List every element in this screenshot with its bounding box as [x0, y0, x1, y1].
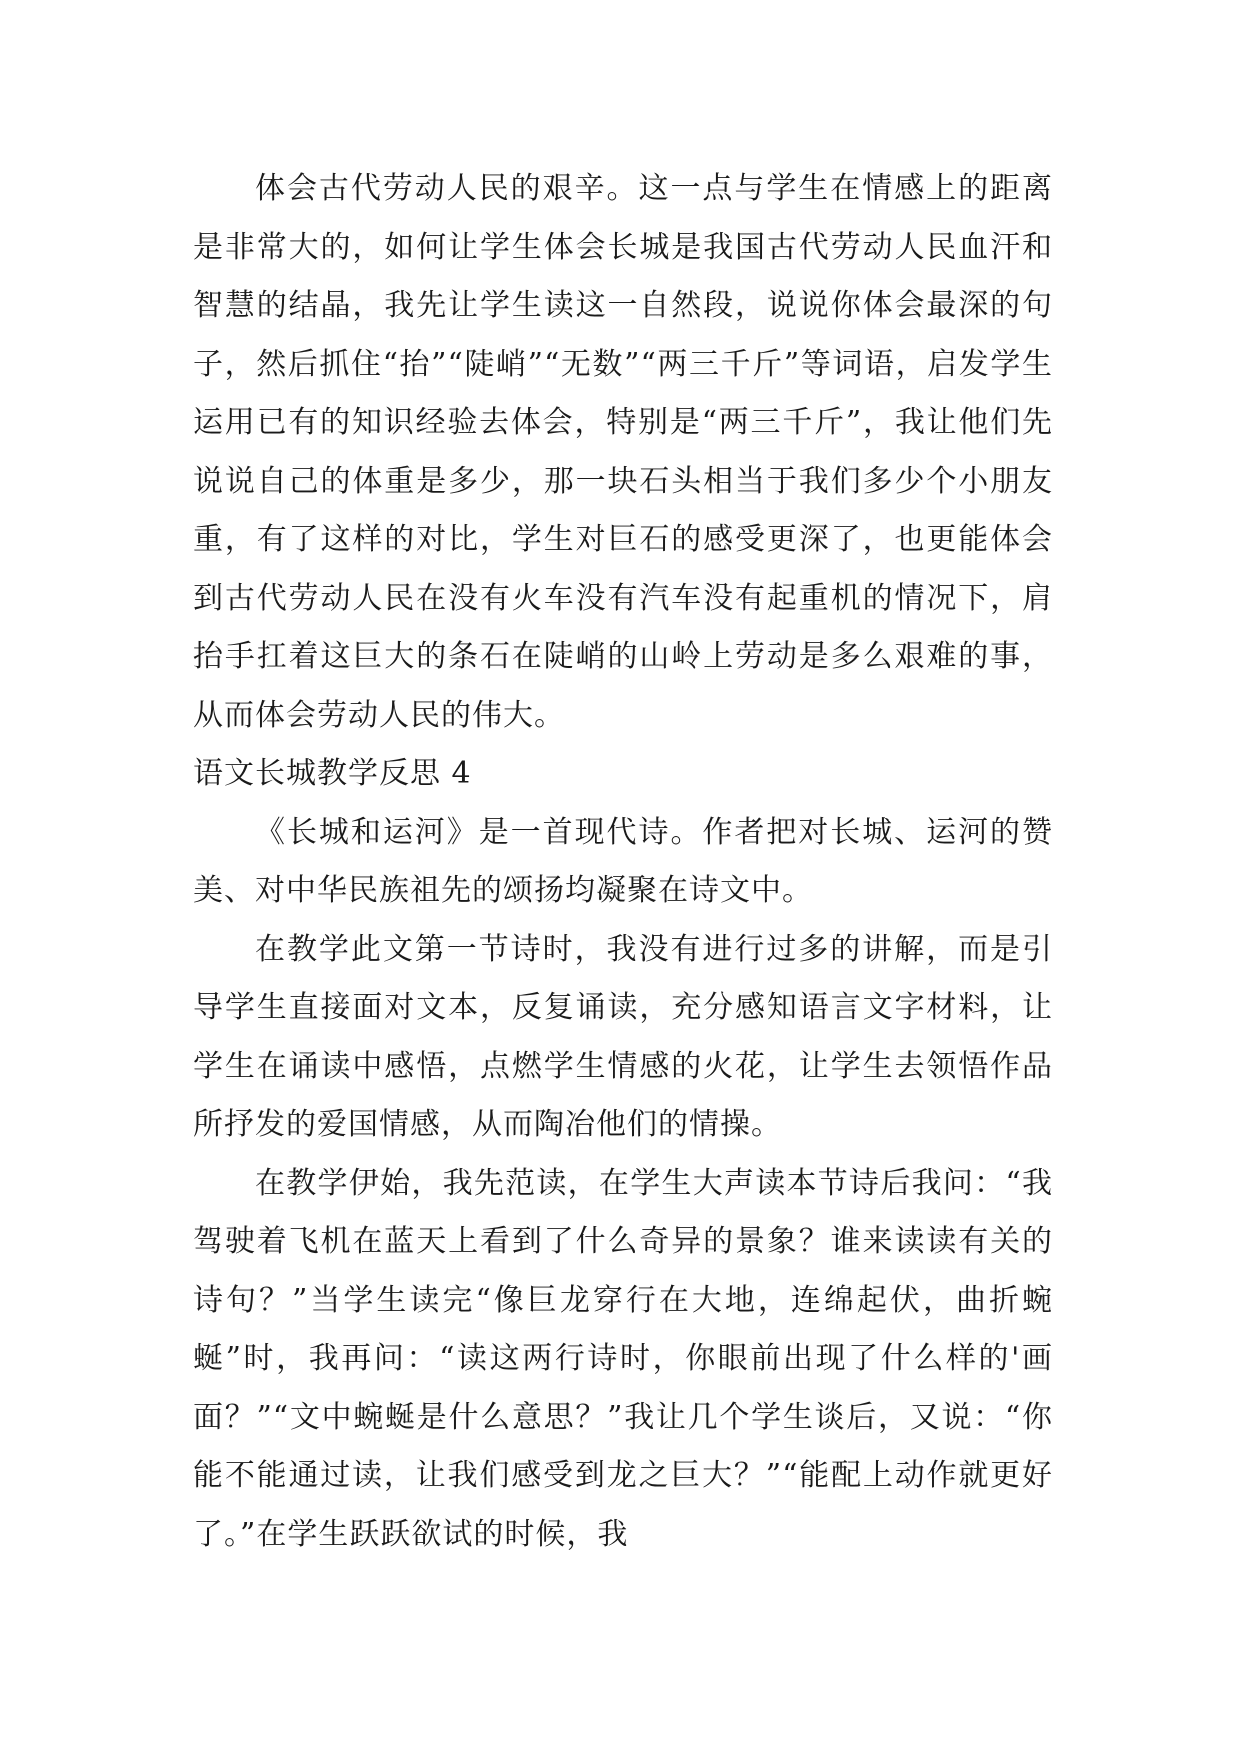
- body-paragraph: 《长城和运河》是一首现代诗。作者把对长城、运河的赞美、对中华民族祖先的颂扬均凝聚在诗文中。: [193, 814, 1053, 908]
- section-heading: 语文长城教学反思 4: [193, 756, 472, 791]
- body-paragraph: 体会古代劳动人民的艰辛。这一点与学生在情感上的距离是非常大的，如何让学生体会长城是我国古代劳动人民血汗和智慧的结晶，我先让学生读这一自然段，说说你体会最深的句子，然后抓住“抬”“陡峭”“无数”“两三千斤”等词语，启发学生运用已有的知识经验去体会，特别是“两三千斤”，我让他们先说说自己的体重是多少，那一块石头相当于我们多少个小朋友重，有了这样的对比，学生对巨石的感受更深了，也更能体会到古代劳动人民在没有火车没有汽车没有起重机的情况下，肩抬手扛着这巨大的条石在陡峭的山岭上劳动是多么艰难的事，从而体会劳动人民的伟大。: [193, 171, 1053, 733]
- body-paragraph: 在教学伊始，我先范读，在学生大声读本节诗后我问：“我驾驶着飞机在蓝天上看到了什么奇异的景象？谁来读读有关的诗句？”当学生读完“像巨龙穿行在大地，连绵起伏，曲折蜿蜒”时，我再问：“读这两行诗时，你眼前出现了什么样的'画面？”“文中蜿蜒是什么意思？”我让几个学生谈后，又说：“你能不能通过读，让我们感受到龙之巨大？”“能配上动作就更好了。”在学生跃跃欲试的时候，我: [193, 1165, 1053, 1552]
- document-page: [193, 160, 1053, 1564]
- body-paragraph: 在教学此文第一节诗时，我没有进行过多的讲解，而是引导学生直接面对文本，反复诵读，充分感知语言文字材料，让学生在诵读中感悟，点燃学生情感的火花，让学生去领悟作品所抒发的爱国情感，从而陶冶他们的情操。: [193, 931, 1053, 1142]
